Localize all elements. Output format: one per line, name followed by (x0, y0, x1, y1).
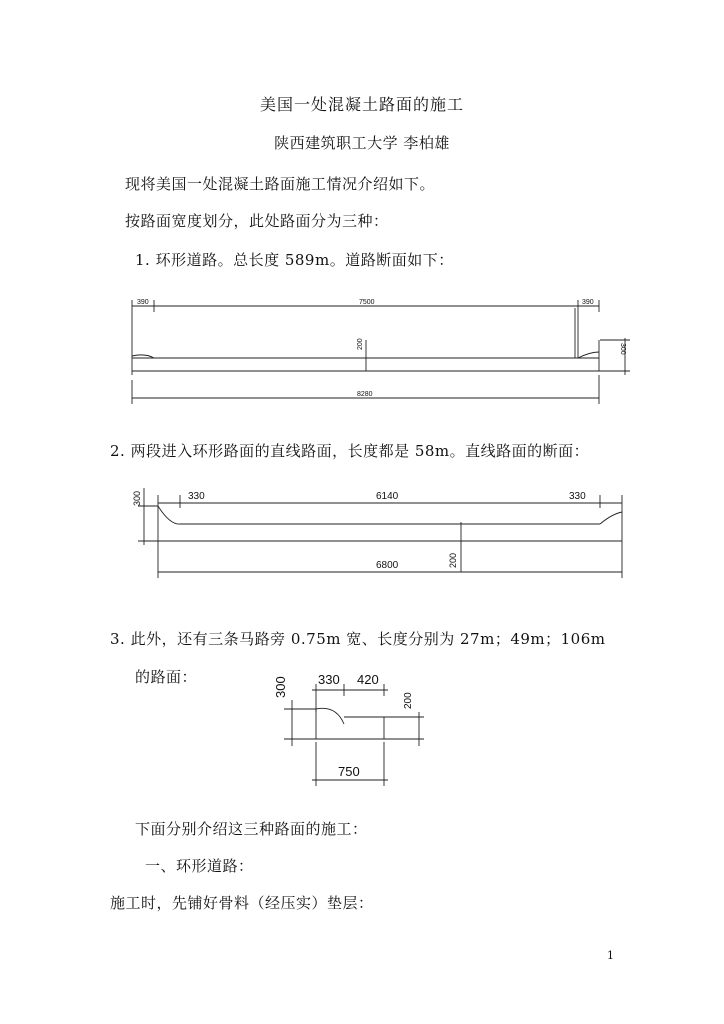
intro-paragraph: 现将美国一处混凝土路面施工情况介绍如下。 (125, 175, 436, 193)
fig3-dim-total: 750 (338, 764, 360, 779)
fig1-dim-left: 390 (137, 299, 149, 306)
section-1-heading: 一、环形道路： (145, 857, 254, 875)
fig1-dim-right-height: 300 (619, 343, 626, 355)
fig3-dim-left-height: 300 (273, 676, 288, 698)
fig1-dim-center-height: 200 (357, 338, 364, 350)
item-3-text-line1: 3. 此外，还有三条马路旁 0.75m 宽、长度分别为 27m；49m；106m (110, 630, 606, 648)
fig2-dim-left-height: 300 (132, 490, 142, 506)
item-2-text: 2. 两段进入环形路面的直线路面，长度都是 58m。直线路面的断面： (110, 442, 590, 460)
fig2-dim-right: 330 (569, 491, 586, 502)
fig1-dim-total: 8280 (357, 391, 373, 398)
fig3-dim-a: 330 (318, 672, 340, 687)
fig3-dim-right-height: 200 (403, 692, 414, 709)
classification-paragraph: 按路面宽度划分，此处路面分为三种： (125, 212, 389, 230)
fig2-dim-middle: 6140 (376, 491, 399, 502)
page-title: 美国一处混凝土路面的施工 (259, 95, 464, 114)
fig2-dim-center-height: 200 (448, 552, 458, 568)
construction-paragraph: 施工时，先铺好骨料（经压实）垫层： (110, 894, 374, 912)
item-3-text-line2: 的路面： (135, 668, 198, 686)
author-line: 陕西建筑职工大学 李柏雄 (274, 134, 450, 152)
next-paragraph: 下面分别介绍这三种路面的施工： (135, 820, 368, 838)
fig2-dim-total: 6800 (376, 560, 399, 571)
fig1-dim-middle: 7500 (359, 299, 375, 306)
fig2-dim-left: 330 (188, 491, 205, 502)
fig3-dim-b: 420 (357, 672, 379, 687)
fig1-dim-right: 390 (582, 299, 594, 306)
item-1-text: 1. 环形道路。总长度 589m。道路断面如下： (135, 251, 454, 269)
page-number: 1 (607, 949, 614, 962)
